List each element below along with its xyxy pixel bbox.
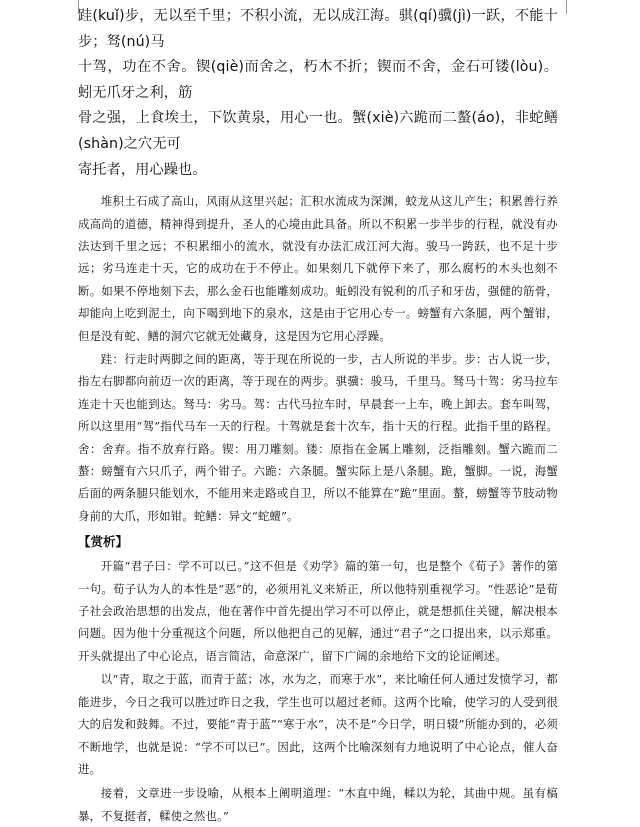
appreciation-paragraph-2: 以“青，取之于蓝，而青于蓝；冰，水为之，而寒于水”，来比喻任何人通过发愤学习，都能进步，今日之我可以胜过昨日之我，学生也可以超过老师。这两个比喻，使学习的人受到很大的启发和鼓舞。不过，要能“青于蓝”“寒于水”，决不是“今日学，明日辍”所能办到的，必须不断地学，也就是说：“学不可以已”。因此，这两个比喻深刻有力地说明了中心论点，催人奋进。 xyxy=(78,672,558,776)
translation-paragraph: 堆积土石成了高山，风雨从这里兴起；汇积水流成为深渊，蛟龙从这儿产生；积累善行养成高尚的道德，精神得到提升，圣人的心境由此具备。所以不积累一步半步的行程，就没有办法达到千里之远；不积累细小的流水，就没有办法汇成江河大海。骏马一跨跃，也不足十步远；劣马连走十天，它的成功在于不停止。如果刻几下就停下来了，那么腐朽的木头也刻不断。如果不停地刻下去，那么金石也能雕刻成功。蚯蚓没有锐利的爪子和牙齿，强健的筋骨，却能向上吃到泥土，向下喝到地下的泉水，这是由于它用心专一。螃蟹有六条腿，两个蟹钳，但是没有蛇、鳝的洞穴它就无处藏身，这是因为它用心浮躁。 xyxy=(78,194,558,343)
original-line-1: 跬(kuǐ)步，无以至千里；不积小流，无以成江海。骐(qí)骥(jì)一跃，不能十步；驽(nú)马 xyxy=(78,8,558,50)
notes-paragraph: 跬：行走时两脚之间的距离，等于现在所说的一步，古人所说的半步。步：古人说一步，指左右脚都向前迈一次的距离，等于现在的两步。骐骥：骏马，千里马。驽马十驾：劣马拉车连走十天也能到达。驽马：劣马。驾：古代马拉车时，早晨套一上车，晚上卸去。套车叫驾，所以这里用“驾”指代马车一天的行程。十驾就是套十次车，指十天的行程。此指千里的路程。舍：舍弃。指不放弃行路。锲：用刀雕刻。镂：原指在金属上雕刻，泛指雕刻。蟹六跪而二螯：螃蟹有六只爪子，两个钳子。六跪：六条腿。蟹实际上是八条腿。跪，蟹脚。一说，海蟹后面的两条腿只能划水，不能用来走路或自卫，所以不能算在“跪”里面。螯，螃蟹等节肢动物身前的大爪，形如钳。蛇鳝：异文“蛇蟺”。 xyxy=(78,352,558,523)
appreciation-heading: 【赏析】 xyxy=(78,534,129,550)
document-page xyxy=(78,4,558,827)
original-line-2: 十驾，功在不舍。锲(qiè)而舍之，朽木不折；锲而不舍，金石可镂(lòu)。蚓无爪牙之利，筋 xyxy=(78,59,558,101)
original-text xyxy=(78,4,558,183)
original-line-3: 骨之强，上食埃土，下饮黄泉，用心一也。蟹(xiè)六跪而二螯(áo)，非蛇鳝(shàn)之穴无可 xyxy=(78,110,558,152)
appreciation-paragraph-3: 接着，文章进一步设喻，从根本上阐明道理：“木直中绳，輮以为轮，其曲中规。虽有槁暴，不复挺者，輮使之然也。” xyxy=(78,786,558,823)
original-line-4: 寄托者，用心躁也。 xyxy=(78,161,207,178)
crop-mark-right xyxy=(566,0,567,14)
appreciation-paragraph-1: 开篇“君子曰：学不可以已。”这不但是《劝学》篇的第一句，也是整个《荀子》著作的第一句。荀子认为人的本性是“恶”的，必须用礼义来矫正，所以他特别重视学习。“性恶论”是荀子社会政治思想的出发点，他在著作中首先提出学习不可以停止，就是想抓住关键，解决根本问题。因为他十分重视这个问题，所以他把自己的见解，通过“君子”之口提出来，以示郑重。开头就提出了中心论点，语言简洁，命意深广，留下广阔的余地给下文的论证阐述。 xyxy=(78,559,558,663)
